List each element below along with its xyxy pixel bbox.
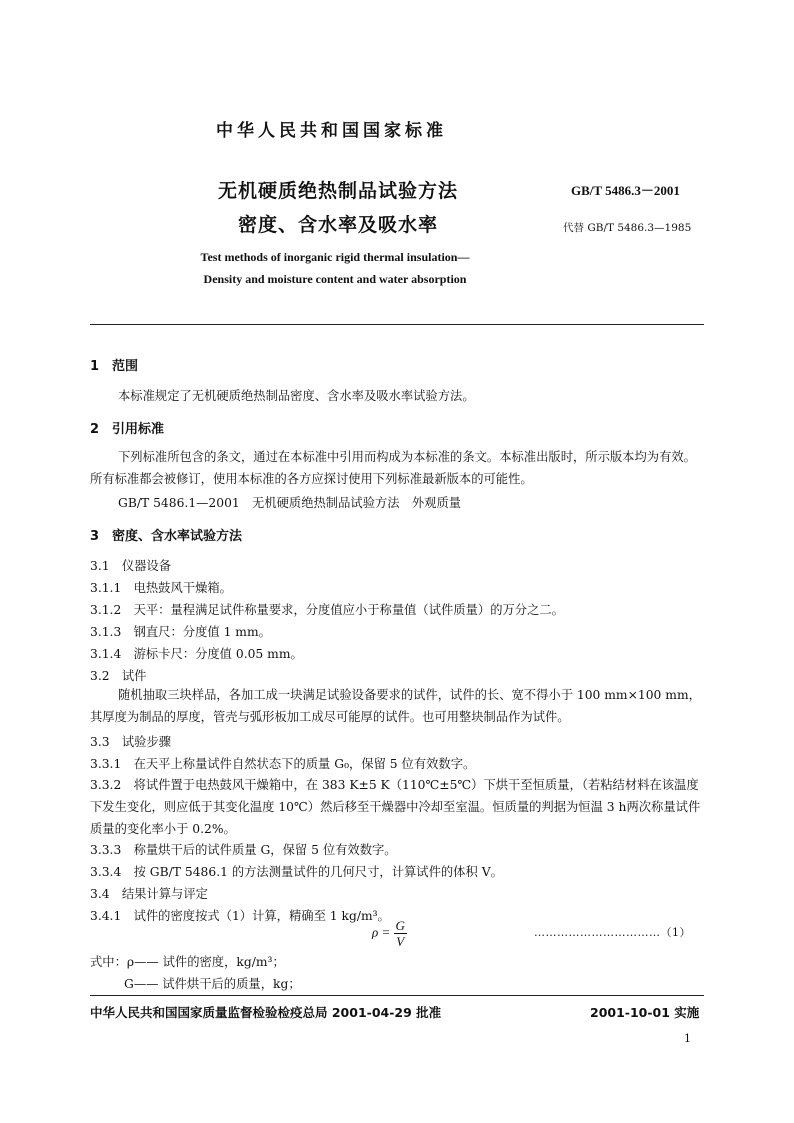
section-2-reference: GB/T 5486.1—2001 无机硬质绝热制品试验方法 外观质量	[118, 496, 462, 510]
title-line-1: 无机硬质绝热制品试验方法	[218, 180, 459, 202]
formula-number	[534, 924, 691, 940]
english-title-line-1: Test methods of inorganic rigid thermal insulation—	[200, 250, 470, 264]
section-3-3-1: 3.3.1 在天平上称量试件自然状态下的质量 G₀，保留 5 位有效数字。	[90, 757, 476, 771]
section-3-1-3: 3.1.3 钢直尺：分度值 1 mm。	[90, 625, 271, 639]
section-3-1-2: 3.1.2 天平：量程满足试件称量要求，分度值应小于称量值（试件质量）的万分之二。	[90, 603, 564, 617]
issuer-approval: 中华人民共和国国家质量监督检验检疫总局 2001-04-29 批准	[90, 1005, 442, 1020]
formula-lhs: ρ =	[372, 924, 391, 940]
section-3-3: 3.3 试验步骤	[90, 735, 172, 749]
formula-dots: ……………………………	[534, 926, 661, 939]
replaces-standard: 代替 GB/T 5486.3—1985	[563, 222, 692, 234]
section-3-3-4: 3.3.4 按 GB/T 5486.1 的方法测量试件的几何尺寸，计算试件的体积 V。	[90, 865, 503, 879]
formula-fraction	[394, 918, 407, 949]
section-2-heading: 2 引用标准	[90, 422, 165, 437]
page-number: 1	[684, 1032, 691, 1045]
section-3-2-text: 随机抽取三块样品，各加工成一块满足试验设备要求的试件，试件的长、宽不得小于 100 mm×100 mm，其厚度为制品的厚度，管壳与弧形板加工成尽可能厚的试件。也可用整块制品作为试件。	[90, 688, 701, 724]
formula-denominator: V	[396, 934, 405, 949]
where-line-2: G—— 试件烘干后的质量，kg；	[124, 977, 301, 991]
standard-number: GB/T 5486.3－2001	[571, 183, 680, 198]
section-3-1: 3.1 仪器设备	[90, 559, 172, 573]
english-title-line-2: Density and moisture content and water absorption	[203, 272, 467, 286]
section-3-4-1: 3.4.1 试件的密度按式（1）计算，精确至 1 kg/m³。	[90, 909, 390, 923]
section-3-2: 3.2 试件	[90, 669, 147, 683]
formula-numerator: G	[395, 918, 405, 933]
section-2-text: 下列标准所包含的条文，通过在本标准中引用而构成为本标准的条文。本标准出版时，所示版本均为有效。所有标准都会被修订，使用本标准的各方应探讨使用下列标准最新版本的可能性。	[90, 450, 696, 486]
where-line-1: 式中：ρ—— 试件的密度，kg/m³；	[90, 955, 285, 969]
title-line-2: 密度、含水率及吸水率	[238, 214, 439, 236]
section-3-heading: 3 密度、含水率试验方法	[90, 529, 243, 544]
footer-divider	[90, 995, 704, 996]
section-3-1-4: 3.1.4 游标卡尺：分度值 0.05 mm。	[90, 647, 303, 661]
density-formula	[372, 918, 407, 949]
section-1-heading: 1 范围	[90, 359, 139, 374]
section-3-4: 3.4 结果计算与评定	[90, 887, 208, 901]
section-3-1-1: 3.1.1 电热鼓风干燥箱。	[90, 581, 232, 595]
section-1-text: 本标准规定了无机硬质绝热制品密度、含水率及吸水率试验方法。	[118, 389, 475, 403]
header-divider	[90, 324, 704, 325]
national-standard-header: 中华人民共和国国家标准	[216, 121, 447, 141]
effective-date: 2001-10-01 实施	[590, 1005, 700, 1020]
section-3-3-2: 3.3.2 将试件置于电热鼓风干燥箱中，在 383 K±5 K（110℃±5℃）下烘干至恒质量，（若粘结材料在该温度下发生变化，则应低于其变化温度 10℃）然后移至干燥器中冷却至室温。恒质量的判据为恒温 3 h两次称量试件质量的变化率小于 0.2%。	[90, 778, 701, 836]
formula-index: （1）	[660, 926, 691, 939]
section-3-3-3: 3.3.3 称量烘干后的试件质量 G，保留 5 位有效数字。	[90, 843, 397, 857]
